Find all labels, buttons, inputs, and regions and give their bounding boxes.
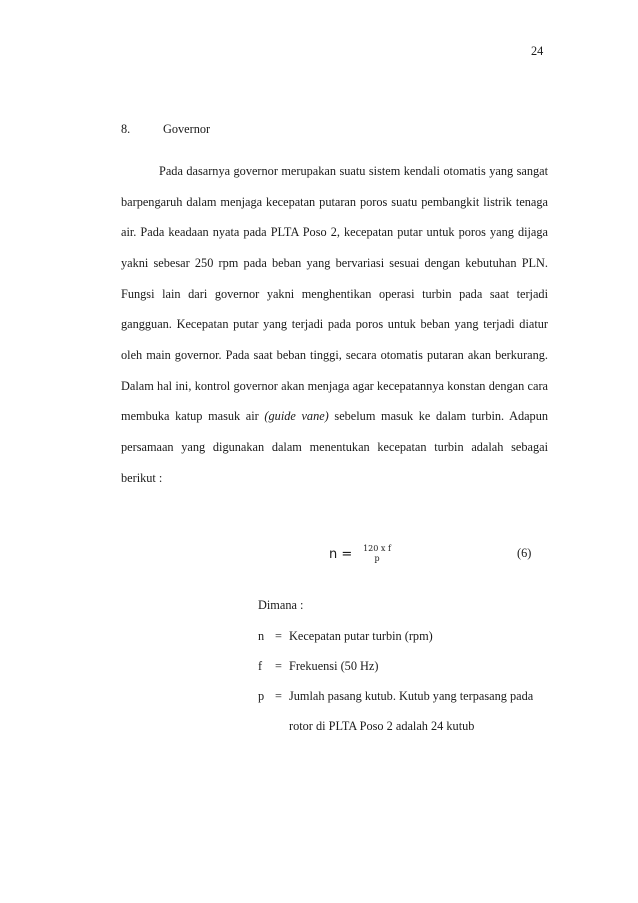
- definition-row-n: [258, 629, 553, 645]
- formula-denominator: p: [374, 554, 380, 563]
- section-title: Governor: [163, 122, 211, 136]
- equation-number: (6): [517, 546, 532, 560]
- definition-symbol: f: [258, 659, 263, 673]
- paragraph-text-part-2: sebelum masuk ke dalam turbin. Adapun persamaan yang digunakan dalam menentukan kecepatan turbin adalah sebagai berikut :: [121, 409, 549, 485]
- formula-numerator: 120 x f: [363, 544, 391, 553]
- definitions-label: Dimana :: [258, 598, 304, 612]
- body-paragraph: [121, 156, 548, 493]
- definition-continuation: rotor di PLTA Poso 2 adalah 24 kutub: [289, 719, 475, 733]
- formula-lhs: n =: [329, 547, 353, 562]
- definition-equals: =: [275, 659, 282, 673]
- guide-vane-italic: (guide vane): [264, 409, 329, 424]
- section-number: 8.: [121, 122, 131, 136]
- definition-symbol: p: [258, 689, 265, 703]
- definition-symbol: n: [258, 629, 265, 643]
- definition-description: Frekuensi (50 Hz): [289, 659, 379, 673]
- definition-row-p: [258, 689, 553, 733]
- formula-fraction: [360, 544, 394, 564]
- definition-description: Kecepatan putar turbin (rpm): [289, 629, 433, 643]
- page-number: 24: [531, 44, 544, 58]
- definition-equals: =: [275, 629, 282, 643]
- paragraph-text-part-1: Pada dasarnya governor merupakan suatu sistem kendali otomatis yang sangat barpengaruh dalam menjaga kecepatan putaran poros suatu pembangkit listrik tenaga air. Pada keadaan nyata pada PLTA Poso 2, kecepatan putar untuk poros yang dijaga yakni sebesar 250 rpm pada beban yang bervariasi sesuai dengan kebutuhan PLN. Fungsi lain dari governor yakni menghentikan operasi turbin pada saat terjadi gangguan. Kecepatan putar yang terjadi pada poros untuk beban yang terjadi diatur oleh main governor. Pada saat beban tinggi, secara otomatis putaran akan berkurang. Dalam hal ini, kontrol governor akan menjaga agar kecepatannya konstan dengan cara membuka katup masuk air: [121, 164, 548, 424]
- definition-row-f: [258, 659, 553, 675]
- definition-equals: =: [275, 689, 282, 703]
- definition-description: Jumlah pasang kutub. Kutub yang terpasang pada: [289, 689, 534, 703]
- section-heading: [121, 122, 421, 138]
